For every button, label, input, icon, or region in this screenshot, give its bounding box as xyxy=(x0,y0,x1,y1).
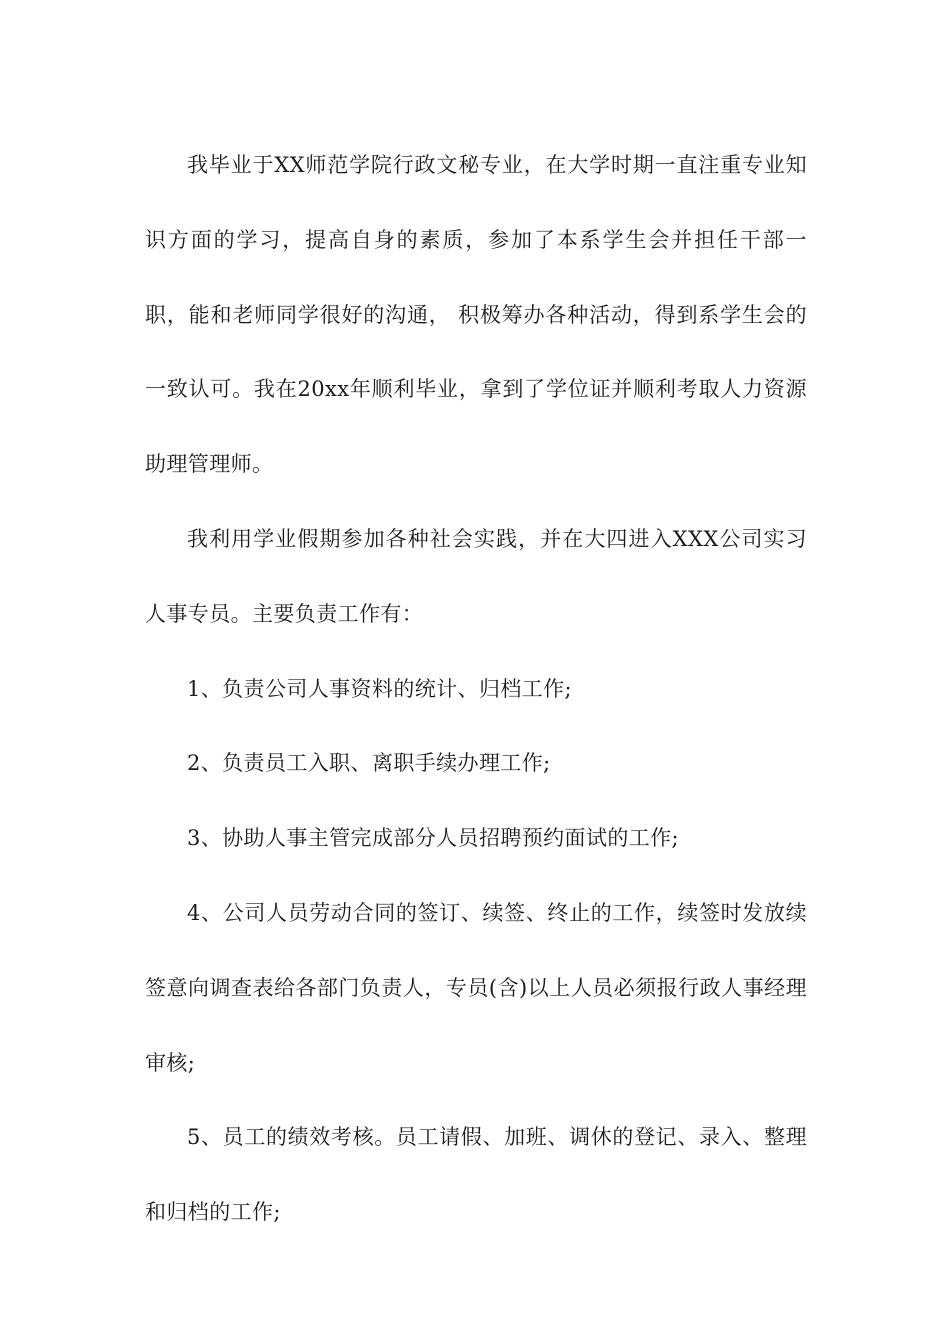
paragraph-internship: 我利用学业假期参加各种社会实践，并在大四进入XXX公司实习人事专员。主要负责工作有： xyxy=(145,526,807,626)
duty-item-1: 1、负责公司人事资料的统计、归档工作; xyxy=(187,676,573,701)
duty-item-2: 2、负责员工入职、离职手续办理工作; xyxy=(187,751,551,776)
duty-item-5: 5、员工的绩效考核。员工请假、加班、调休的登记、录入、整理和归档的工作; xyxy=(145,1125,807,1225)
paragraph-education: 我毕业于XX师范学院行政文秘专业，在大学时期一直注重专业知识方面的学习，提高自身的素质，参加了本系学生会并担任干部一职，能和老师同学很好的沟通， 积极筹办各种活动，得到系学生会的一致认可。我在20xx年顺利毕业，拿到了学位证并顺利考取人力资源助理管理师。 xyxy=(145,153,807,477)
duty-item-4: 4、公司人员劳动合同的签订、续签、终止的工作，续签时发放续签意向调查表给各部门负责人，专员(含)以上人员必须报行政人事经理审核; xyxy=(145,900,807,1075)
duty-item-3: 3、协助人事主管完成部分人员招聘预约面试的工作; xyxy=(187,826,680,851)
document-body xyxy=(145,128,807,1250)
